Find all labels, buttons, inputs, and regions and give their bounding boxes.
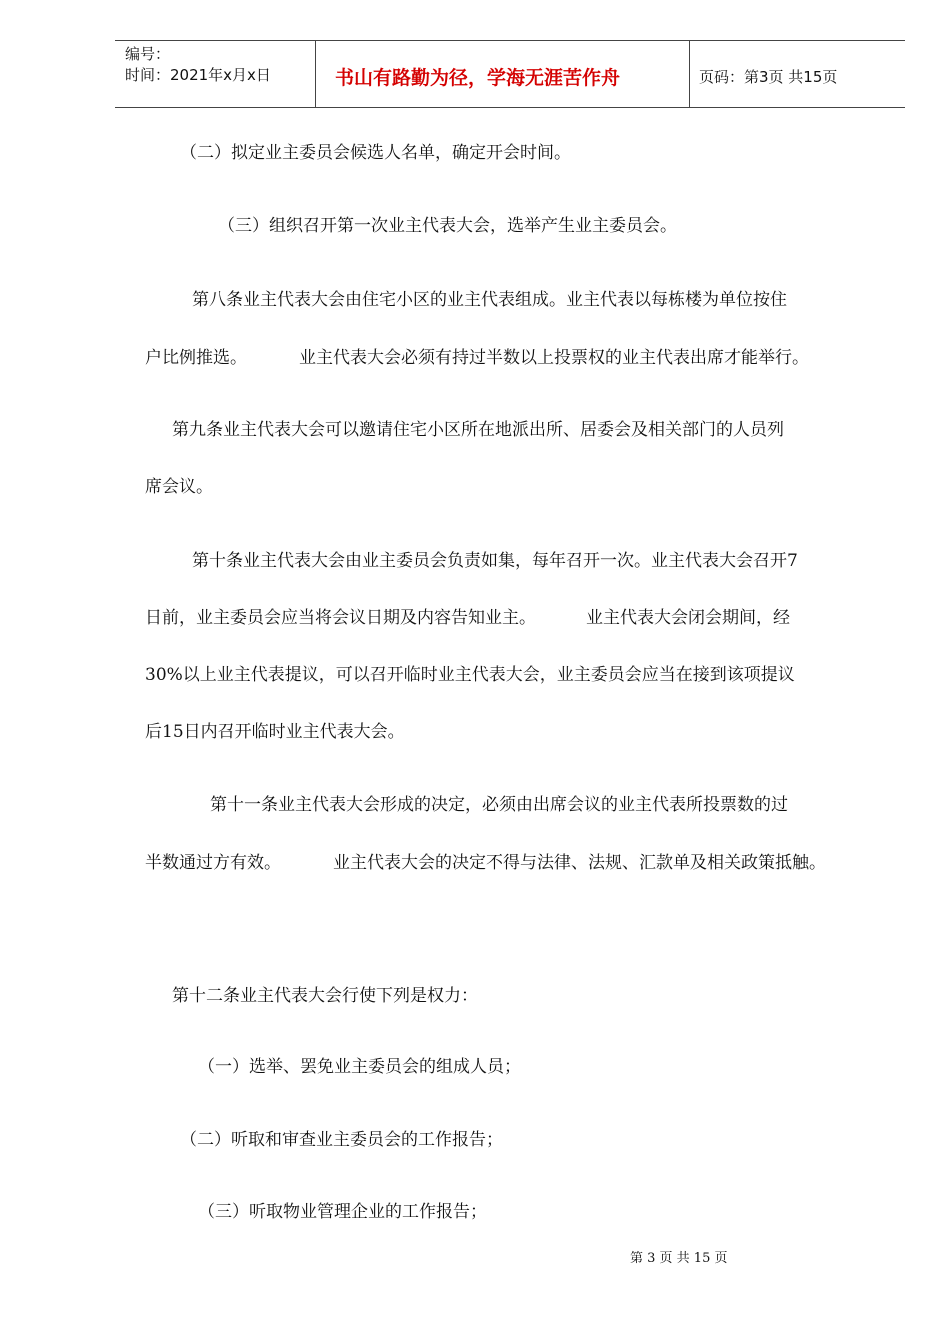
paragraph: （三）组织召开第一次业主代表大会，选举产生业主委员会。 <box>218 216 677 236</box>
paragraph <box>145 343 809 368</box>
paragraph: 第八条业主代表大会由住宅小区的业主代表组成。业主代表以每栋楼为单位按住 <box>192 290 787 310</box>
paragraph: 第十二条业主代表大会行使下列是权力： <box>172 986 478 1006</box>
header-divider <box>315 41 316 107</box>
paragraph: 第九条业主代表大会可以邀请住宅小区所在地派出所、居委会及相关部门的人员列 <box>172 420 784 440</box>
header-divider <box>689 41 690 107</box>
page-footer: 第 3 页 共 15 页 <box>630 1251 728 1266</box>
paragraph-segment: 日前，业主委员会应当将会议日期及内容告知业主。 <box>145 608 536 628</box>
paragraph: （二）拟定业主委员会候选人名单，确定开会时间。 <box>180 143 571 163</box>
paragraph-segment: 半数通过方有效。 <box>145 853 281 873</box>
list-item: （一）选举、罢免业主委员会的组成人员； <box>198 1057 521 1077</box>
list-item: （二）听取和审查业主委员会的工作报告； <box>180 1130 503 1150</box>
list-item: （三）听取物业管理企业的工作报告； <box>198 1202 487 1222</box>
header-page-info: 页码：第3页 共15页 <box>699 68 838 86</box>
paragraph <box>145 848 826 873</box>
paragraph: 30%以上业主代表提议，可以召开临时业主代表大会，业主委员会应当在接到该项提议 <box>145 665 795 685</box>
paragraph: 席会议。 <box>145 477 213 497</box>
paragraph-segment: 户比例推选。 <box>145 348 247 368</box>
doc-time-label: 时间：2021年x月x日 <box>125 66 271 84</box>
header-motto: 书山有路勤为径，学海无涯苦作舟 <box>335 67 621 89</box>
paragraph-segment: 业主代表大会必须有持过半数以上投票权的业主代表出席才能举行。 <box>299 348 809 368</box>
doc-number-label: 编号： <box>125 45 171 63</box>
paragraph: 第十一条业主代表大会形成的决定，必须由出席会议的业主代表所投票数的过 <box>210 795 788 815</box>
paragraph: 后15日内召开临时业主代表大会。 <box>145 722 405 742</box>
paragraph: 第十条业主代表大会由业主委员会负责如集，每年召开一次。业主代表大会召开7 <box>192 551 798 571</box>
paragraph <box>145 603 790 628</box>
paragraph-segment: 业主代表大会闭会期间，经 <box>586 608 790 628</box>
paragraph-segment: 业主代表大会的决定不得与法律、法规、汇款单及相关政策抵触。 <box>333 853 826 873</box>
document-header <box>115 40 905 108</box>
